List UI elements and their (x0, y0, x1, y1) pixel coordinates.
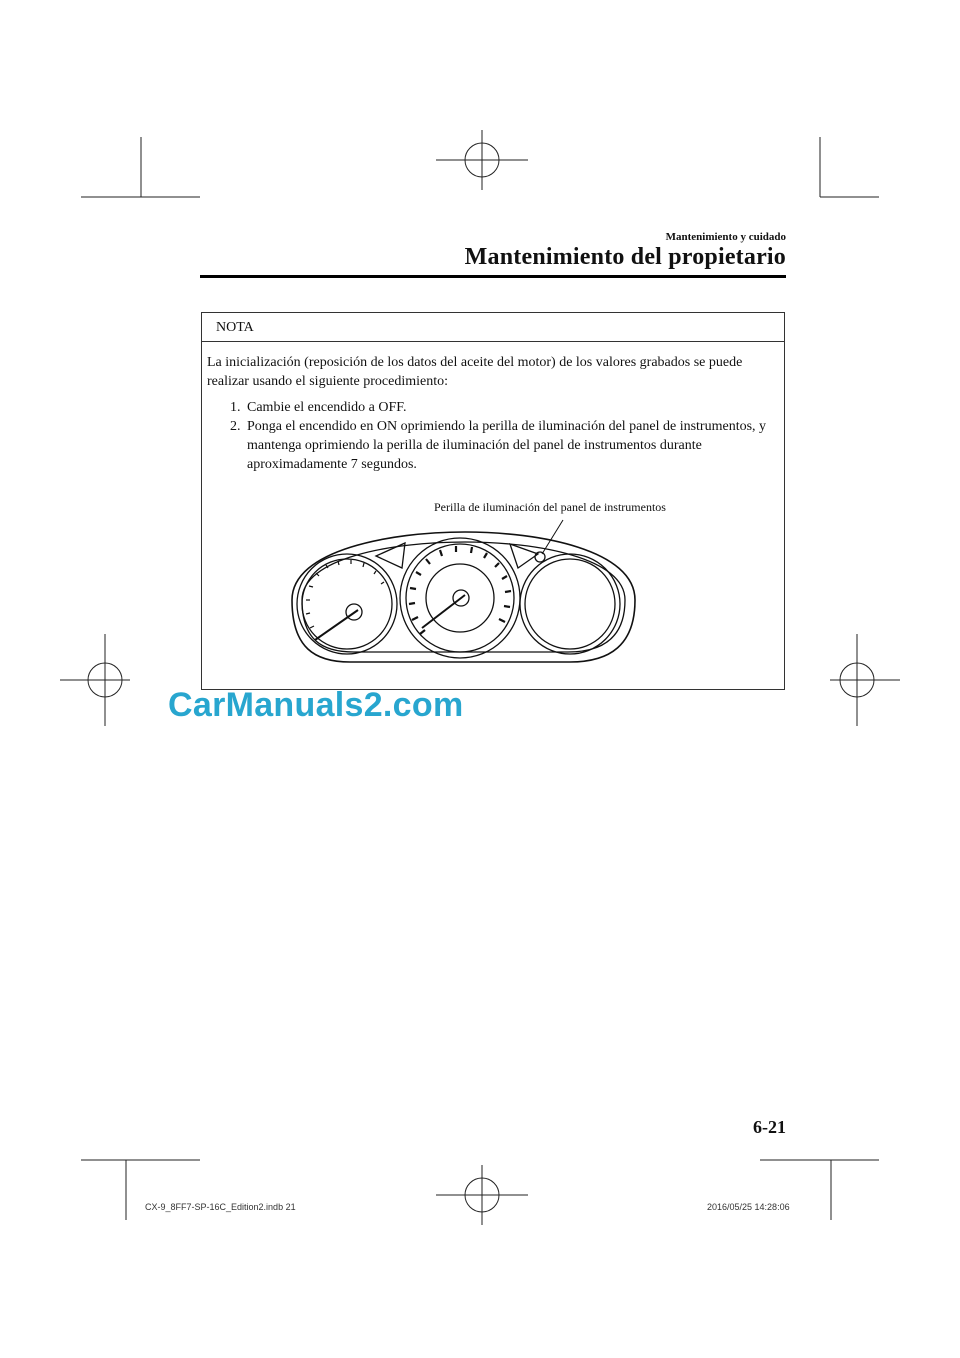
section-label: Mantenimiento y cuidado (665, 231, 786, 243)
list-item (230, 398, 770, 417)
step-number: 1. (230, 400, 241, 415)
instrument-cluster-illustration (280, 510, 650, 670)
step-text: Ponga el encendido en ON oprimiendo la perilla de iluminación del panel de instrumentos, y mantenga oprimiendo la perilla de iluminación del panel de instrumentos durante aproximadamente 7 segundos. (247, 419, 767, 472)
note-title: NOTA (216, 320, 254, 335)
page-title: Mantenimiento del propietario (464, 244, 786, 270)
step-text: Cambie el encendido a OFF. (247, 400, 407, 415)
footer-timestamp: 2016/05/25 14:28:06 (707, 1202, 790, 1212)
footer-file-name: CX-9_8FF7-SP-16C_Edition2.indb 21 (145, 1202, 296, 1212)
page-number: 6-21 (753, 1117, 786, 1137)
steps-list (230, 398, 770, 474)
header-rule (200, 275, 786, 278)
note-header (201, 312, 785, 342)
list-item (230, 417, 770, 474)
figure-callout-label: Perilla de iluminación del panel de instrumentos (434, 500, 666, 514)
note-paragraph: La inicialización (reposición de los datos del aceite del motor) de los valores grabados se puede realizar usando el siguiente procedimiento: (207, 355, 743, 389)
step-number: 2. (230, 419, 241, 434)
watermark-link[interactable]: CarManuals2.com (168, 686, 464, 724)
